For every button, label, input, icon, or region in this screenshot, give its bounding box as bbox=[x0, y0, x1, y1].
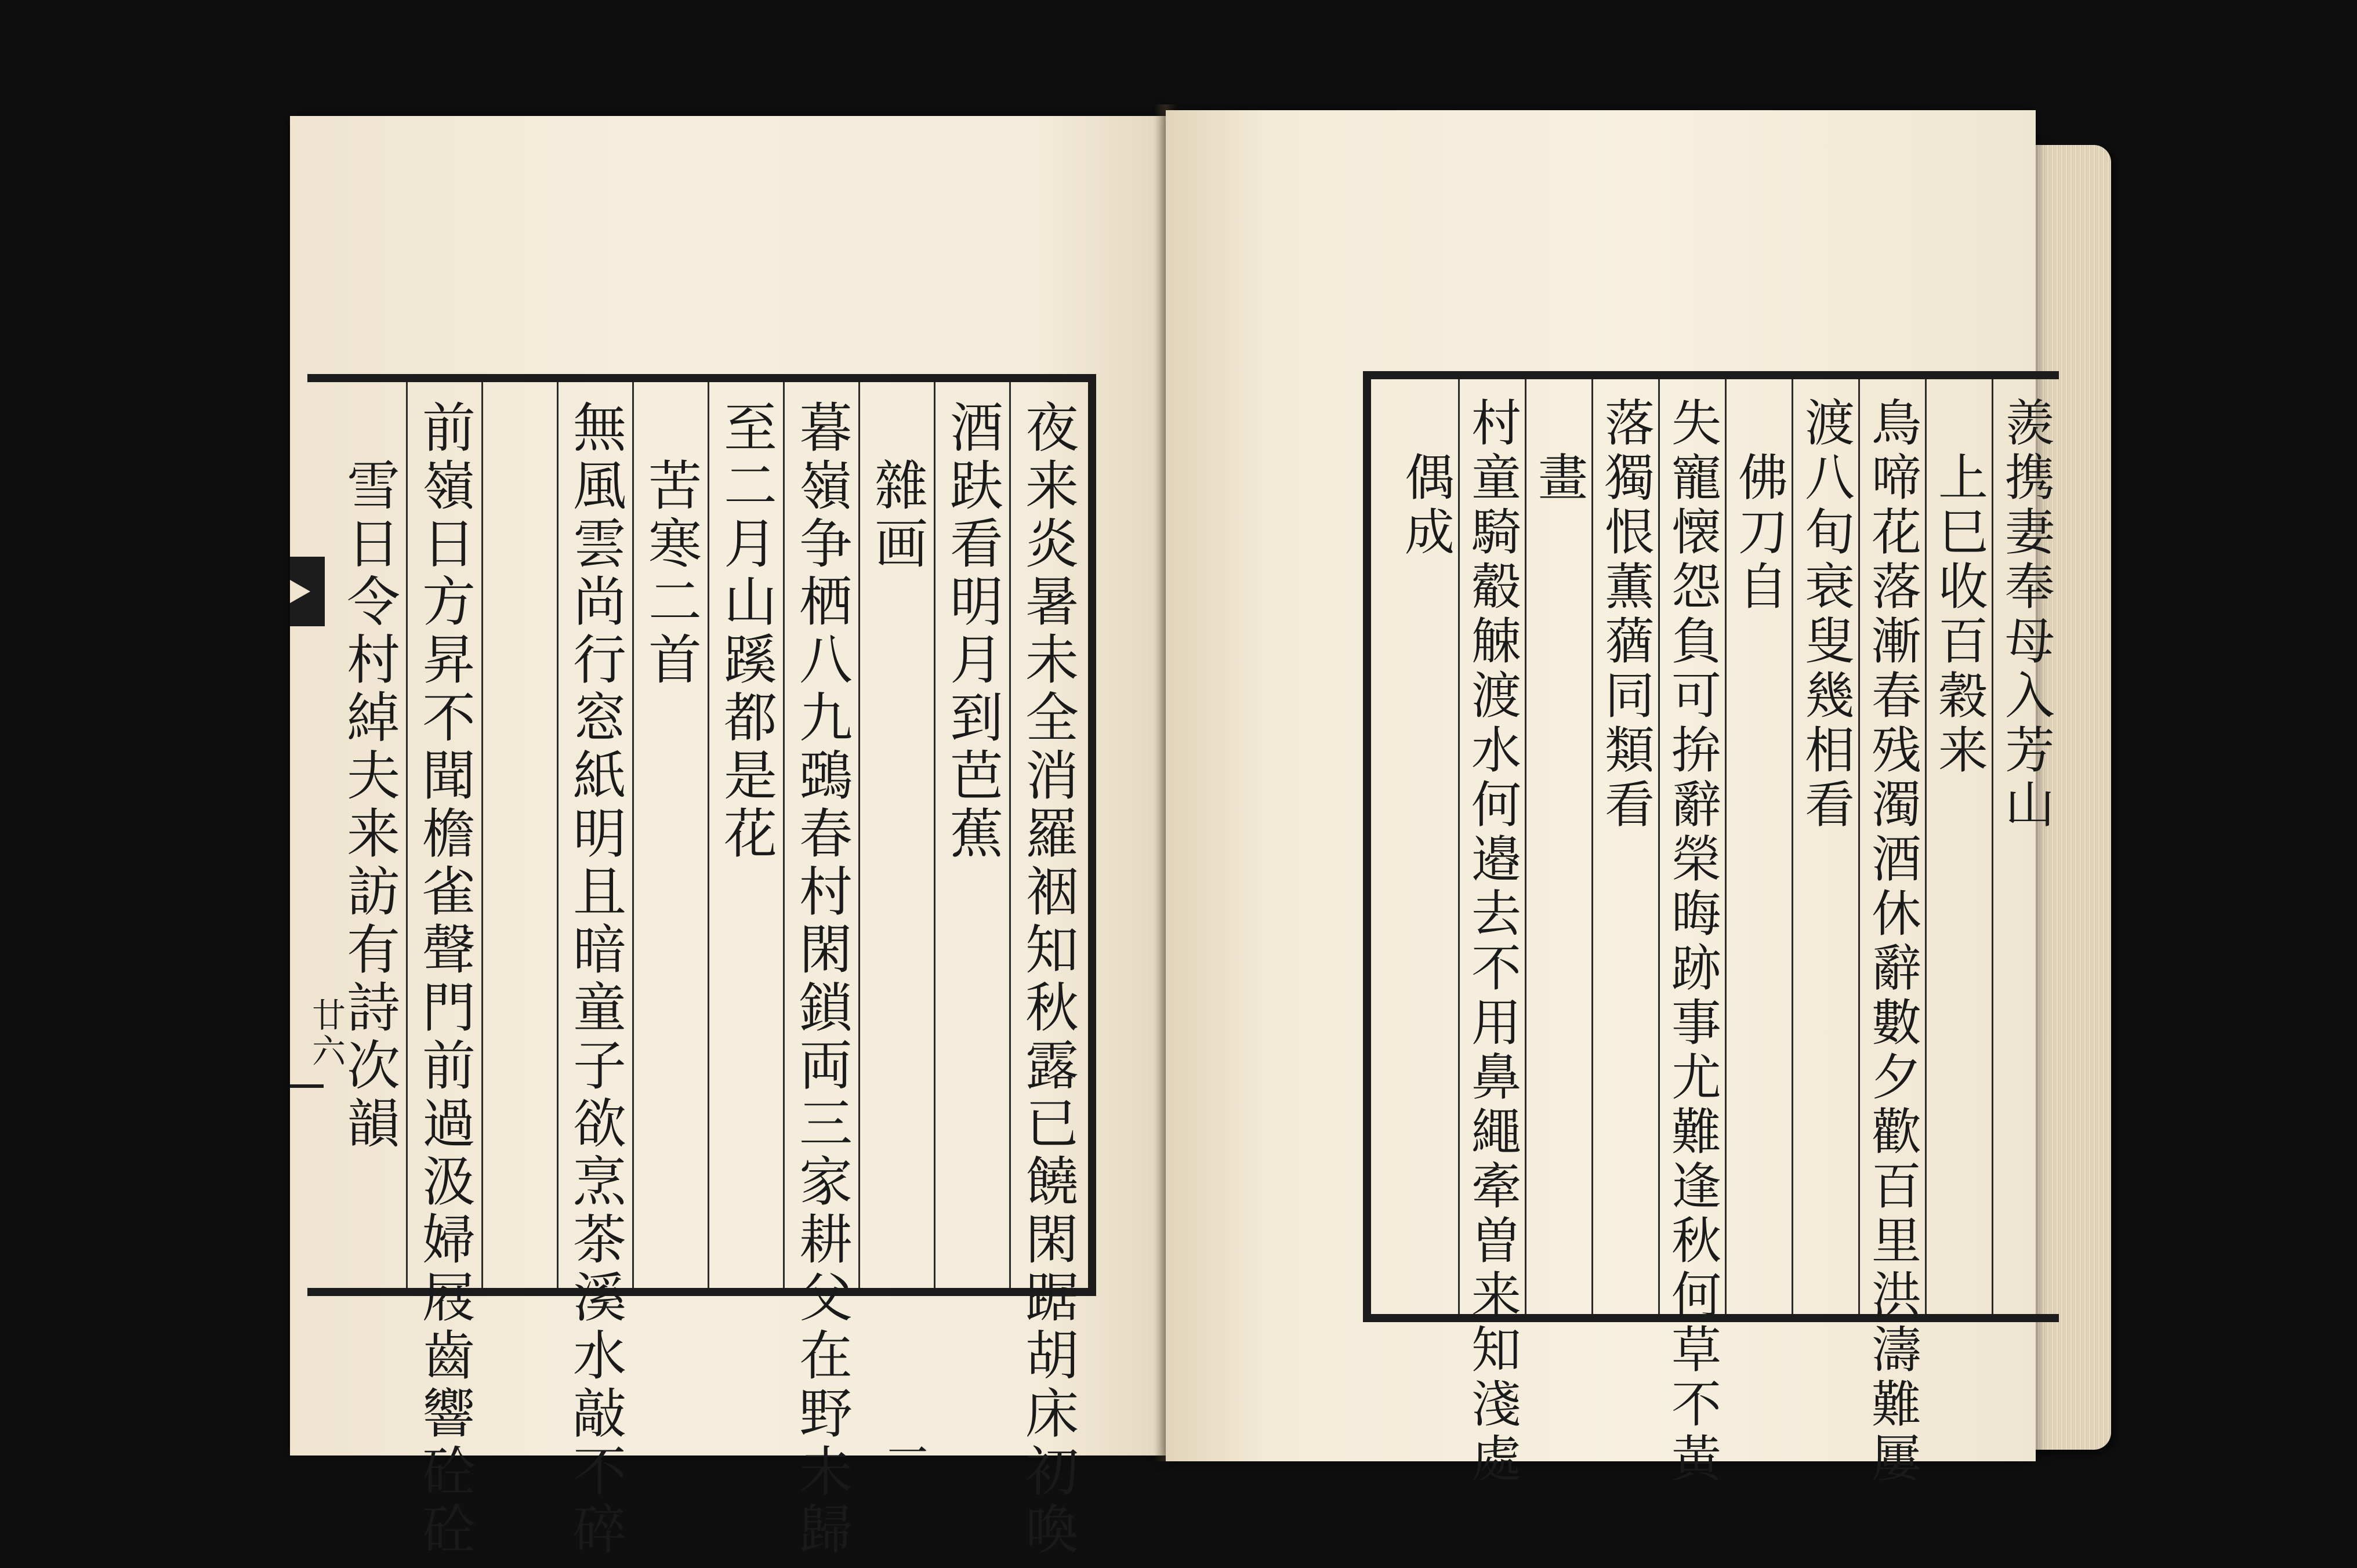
text-column: 雪日令村綽夫来訪有詩次韻 bbox=[338, 400, 400, 1153]
text-column: 雜画 bbox=[866, 400, 928, 574]
column-rule bbox=[1992, 379, 1993, 1314]
text-column: 酒趺看明月到芭蕉 bbox=[941, 400, 1003, 863]
text-column: 偶成 bbox=[1396, 397, 1454, 560]
text-column: 無風雲尚行窓紙明且暗童子欲烹茶溪水敲不碎 bbox=[564, 400, 626, 1559]
folio-number: 廿六 bbox=[306, 997, 346, 1069]
text-column: 上巳收百穀来 bbox=[1930, 397, 1988, 778]
text-column: 羨携妻奉母入芳山 bbox=[1996, 397, 2054, 833]
column-rule bbox=[481, 382, 483, 1288]
text-column: 前嶺日方昇不聞檐雀聲門前過汲婦屐齒響砼砼 bbox=[414, 400, 476, 1559]
column-rule bbox=[1658, 379, 1660, 1314]
text-column: 村童騎觳觫渡水何邉去不用鼻繩牽曽来知淺處 bbox=[1463, 397, 1521, 1487]
text-column: 鳥啼花落漸春残濁酒休辭數夕歡百里洪濤難屢 bbox=[1863, 397, 1921, 1487]
column-rule bbox=[1925, 379, 1927, 1314]
column-rule bbox=[858, 382, 860, 1288]
text-column: 佛刀自 bbox=[1729, 397, 1787, 615]
column-rule bbox=[934, 382, 935, 1288]
right-text-frame bbox=[1363, 371, 2059, 1487]
column-rule bbox=[1525, 379, 1526, 1314]
left-text-frame bbox=[307, 374, 1096, 1559]
column-rule bbox=[1858, 379, 1860, 1314]
text-column: 至二月山蹊都是花 bbox=[715, 400, 777, 863]
column-rule bbox=[632, 382, 634, 1288]
page-bottom-mark: 一 bbox=[887, 1429, 928, 1477]
column-rule bbox=[557, 382, 559, 1288]
text-column: 渡八旬衰叟幾相看 bbox=[1796, 397, 1854, 833]
text-column: 夜来炎暑未全消羅裀知秋露已饒閑踞胡床初喚 bbox=[1017, 400, 1079, 1559]
column-rule bbox=[1009, 382, 1011, 1288]
column-rule bbox=[406, 382, 408, 1288]
text-column: 落獨恨薫蕕同類看 bbox=[1596, 397, 1654, 833]
column-rule bbox=[1725, 379, 1727, 1314]
column-rule bbox=[1458, 379, 1460, 1314]
text-column: 暮嶺争栖八九鵶春村閑鎖両三家耕父在野未歸 bbox=[790, 400, 853, 1559]
column-rule bbox=[708, 382, 709, 1288]
column-rule bbox=[1792, 379, 1793, 1314]
text-column: 苦寒二首 bbox=[640, 400, 702, 689]
column-rule bbox=[1591, 379, 1593, 1314]
text-column: 畫 bbox=[1529, 397, 1587, 506]
text-column: 失寵懐怨負可拚辭榮晦跡事尤難逢秋何草不黃 bbox=[1663, 397, 1721, 1487]
column-rule bbox=[783, 382, 785, 1288]
